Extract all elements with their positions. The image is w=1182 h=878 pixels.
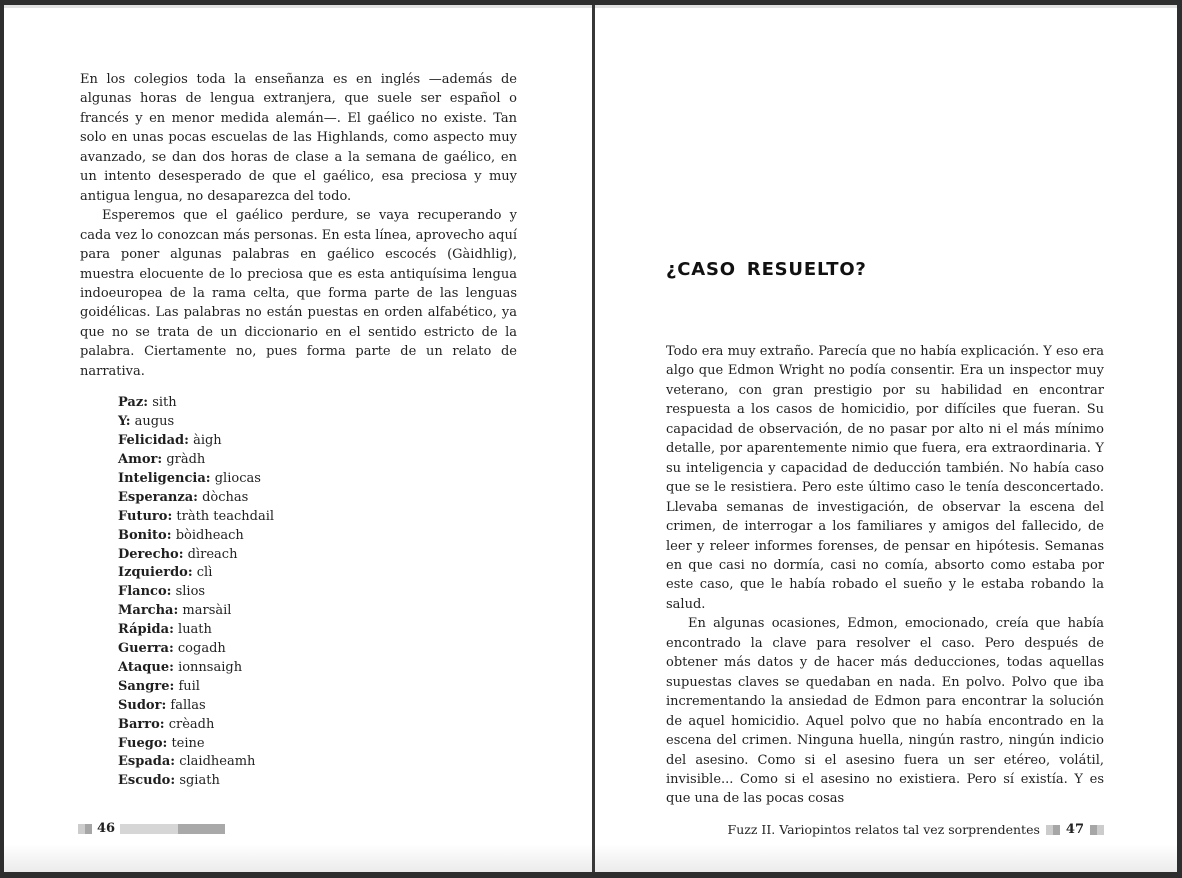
right-page-footer [728, 822, 1104, 837]
paragraph: Todo era muy extraño. Parecía que no había explicación. Y eso era algo que Edmon Wright no podía consentir. Era un inspector muy veterano, con gran prestigio por su habilidad en encontrar respuesta a los casos de homicidio, por difíciles que fueran. Su capacidad de observación, de no pasar por alto ni el más mínimo detalle, por aparentemente nimio que fuera, era extraordinaria. Y su inteligencia y capacidad de deducción también. No había caso que se le resistiera. Pero este último caso le tenía desconcertado. Llevaba semanas de investigación, de observar la escena del crimen, de interrogar a los familiares y amigos del fallecido, de leer y releer informes forenses, de pensar en hipótesis. Semanas en que casi no dormía, casi no comía, absorto como estaba por este caso, que le había robado el sueño y le estaba robando la salud. [666, 344, 1104, 612]
footer-ornament-bars [120, 824, 225, 834]
glossary-entry [118, 527, 517, 546]
gaelic-glossary-list [118, 394, 517, 791]
glossary-entry [118, 602, 517, 621]
glossary-translation: fuil [178, 678, 200, 694]
glossary-entry [118, 640, 517, 659]
page-number: 47 [1065, 822, 1084, 837]
glossary-translation: teine [171, 735, 205, 751]
glossary-separator: : [187, 565, 193, 581]
footer-ornament [1046, 825, 1060, 835]
glossary-translation: augus [134, 414, 175, 430]
right-page-paragraphs [666, 342, 1104, 809]
glossary-term: Amor [118, 451, 158, 467]
frame-right-border [1177, 0, 1182, 878]
glossary-entry [118, 735, 517, 754]
glossary-separator: : [178, 546, 184, 562]
glossary-entry [118, 564, 517, 583]
glossary-translation: dìreach [187, 546, 238, 562]
glossary-term: Sangre [118, 678, 170, 694]
glossary-term: Sudor [118, 697, 162, 713]
glossary-entry [118, 489, 517, 508]
running-footer-title: Fuzz II. Variopintos relatos tal vez sorprendentes [727, 822, 1040, 837]
glossary-translation: sith [152, 395, 177, 411]
glossary-entry [118, 678, 517, 697]
glossary-term: Flanco [118, 584, 167, 600]
glossary-entry [118, 546, 517, 565]
glossary-entry [118, 583, 517, 602]
glossary-term: Guerra [118, 641, 169, 657]
glossary-separator: : [169, 659, 174, 675]
glossary-entry [118, 659, 517, 678]
glossary-term: Felicidad [118, 433, 185, 449]
glossary-entry [118, 432, 517, 451]
glossary-entry [118, 753, 517, 772]
glossary-translation: àigh [193, 433, 222, 449]
glossary-entry [118, 394, 517, 413]
glossary-term: Izquierdo [118, 565, 188, 581]
glossary-term: Esperanza [118, 489, 194, 505]
glossary-separator: : [166, 527, 172, 543]
left-page-text-block [80, 70, 517, 791]
frame-bottom-border [0, 872, 1182, 878]
glossary-translation: clì [196, 565, 213, 581]
glossary-term: Marcha [118, 603, 174, 619]
glossary-separator: : [173, 603, 179, 619]
glossary-translation: sgiath [179, 773, 220, 789]
glossary-separator: : [161, 697, 167, 713]
glossary-term: Rápida [118, 622, 170, 638]
glossary-separator: : [169, 622, 174, 638]
glossary-translation: claidheamh [179, 754, 256, 770]
page-bottom-shading [4, 844, 1177, 872]
glossary-entry [118, 451, 517, 470]
glossary-entry [118, 772, 517, 791]
glossary-term: Espada [118, 754, 171, 770]
glossary-separator: : [125, 414, 131, 430]
glossary-entry [118, 621, 517, 640]
glossary-separator: : [167, 508, 173, 524]
glossary-term: Derecho [118, 546, 179, 562]
right-page-text-block [666, 258, 1104, 809]
glossary-separator: : [184, 433, 189, 449]
left-page-paragraphs [80, 70, 517, 381]
glossary-translation: tràth teachdail [176, 508, 275, 524]
glossary-entry [118, 697, 517, 716]
footer-ornament [78, 824, 92, 834]
glossary-separator: : [170, 754, 176, 770]
glossary-term: Escudo [118, 773, 171, 789]
glossary-translation: cogadh [177, 641, 226, 657]
glossary-term: Barro [118, 716, 160, 732]
frame-top-highlight [0, 5, 1182, 8]
glossary-separator: : [169, 678, 175, 694]
glossary-translation: dòchas [202, 489, 249, 505]
glossary-separator: : [143, 395, 149, 411]
glossary-term: Paz [118, 395, 144, 411]
glossary-term: Bonito [118, 527, 167, 543]
glossary-translation: luath [178, 622, 212, 638]
left-page-footer [78, 821, 225, 836]
frame-left-border [0, 0, 4, 878]
glossary-translation: gràdh [166, 451, 206, 467]
glossary-separator: : [168, 641, 174, 657]
glossary-entry [118, 716, 517, 735]
paragraph: En algunas ocasiones, Edmon, emocionado, creía que había encontrado la clave para resolver el caso. Pero después de obtener más datos y de hacer más deducciones, todas aquellas supuestas claves se quedaban en nada. En polvo. Polvo que iba incrementando la ansiedad de Edmon para encontrar la solución de aquel homicidio. Aquel polvo que no había encontrado en la escena del crimen. Ninguna huella, ningún rastro, ningún indicio del asesino. Como si el asesino fuera un ser etéreo, volátil, invisible... Como si el asesino no existiera. Pero sí existía. Y es que una de las pocas cosas [666, 616, 1104, 807]
glossary-entry [118, 508, 517, 527]
glossary-translation: gliocas [214, 470, 261, 486]
glossary-separator: : [159, 716, 165, 732]
glossary-entry [118, 413, 517, 432]
glossary-term: Fuego [118, 735, 163, 751]
page-number: 46 [97, 821, 116, 836]
paragraph: Esperemos que el gaélico perdure, se vaya recuperando y cada vez lo conozcan más personas. En esta línea, aprovecho aquí para poner algunas palabras en gaélico escocés (Gàidhlig), muestra elocuente de lo preciosa que es esta antiquísima lengua indoeuropea de la rama celta, que forma parte de las lenguas goidélicas. Las palabras no están puestas en orden alfabético, ya que no se trata de un diccionario en el sentido estricto de la palabra. Ciertamente no, pues forma parte de un relato de narrativa. [80, 208, 517, 379]
glossary-separator: : [193, 489, 198, 505]
glossary-separator: : [162, 735, 168, 751]
glossary-separator: : [157, 451, 163, 467]
glossary-separator: : [166, 584, 172, 600]
glossary-translation: slios [175, 584, 206, 600]
page-gutter-divider [592, 5, 595, 872]
paragraph: En los colegios toda la enseñanza es en inglés —además de algunas horas de lengua extranjera, que suele ser español o francés y en menor medida alemán—. El gaélico no existe. Tan solo en unas pocas escuelas de las Highlands, como aspecto muy avanzado, se dan dos horas de clase a la semana de gaélico, en un intento desesperado de que el gaélico, esa preciosa y muy antigua lengua, no desaparezca del todo. [80, 72, 517, 204]
footer-ornament [1090, 825, 1104, 835]
glossary-translation: fallas [170, 697, 206, 713]
glossary-translation: ionnsaigh [178, 659, 243, 675]
glossary-term: Ataque [118, 659, 170, 675]
glossary-separator: : [205, 470, 211, 486]
glossary-term: Inteligencia [118, 470, 206, 486]
glossary-term: Futuro [118, 508, 168, 524]
chapter-title: ¿CASO RESUELTO? [666, 259, 867, 280]
glossary-separator: : [170, 773, 176, 789]
glossary-translation: crèadh [168, 716, 215, 732]
glossary-translation: bòidheach [175, 527, 244, 543]
glossary-term: Y [118, 414, 126, 430]
glossary-entry [118, 470, 517, 489]
glossary-translation: marsàil [182, 603, 232, 619]
